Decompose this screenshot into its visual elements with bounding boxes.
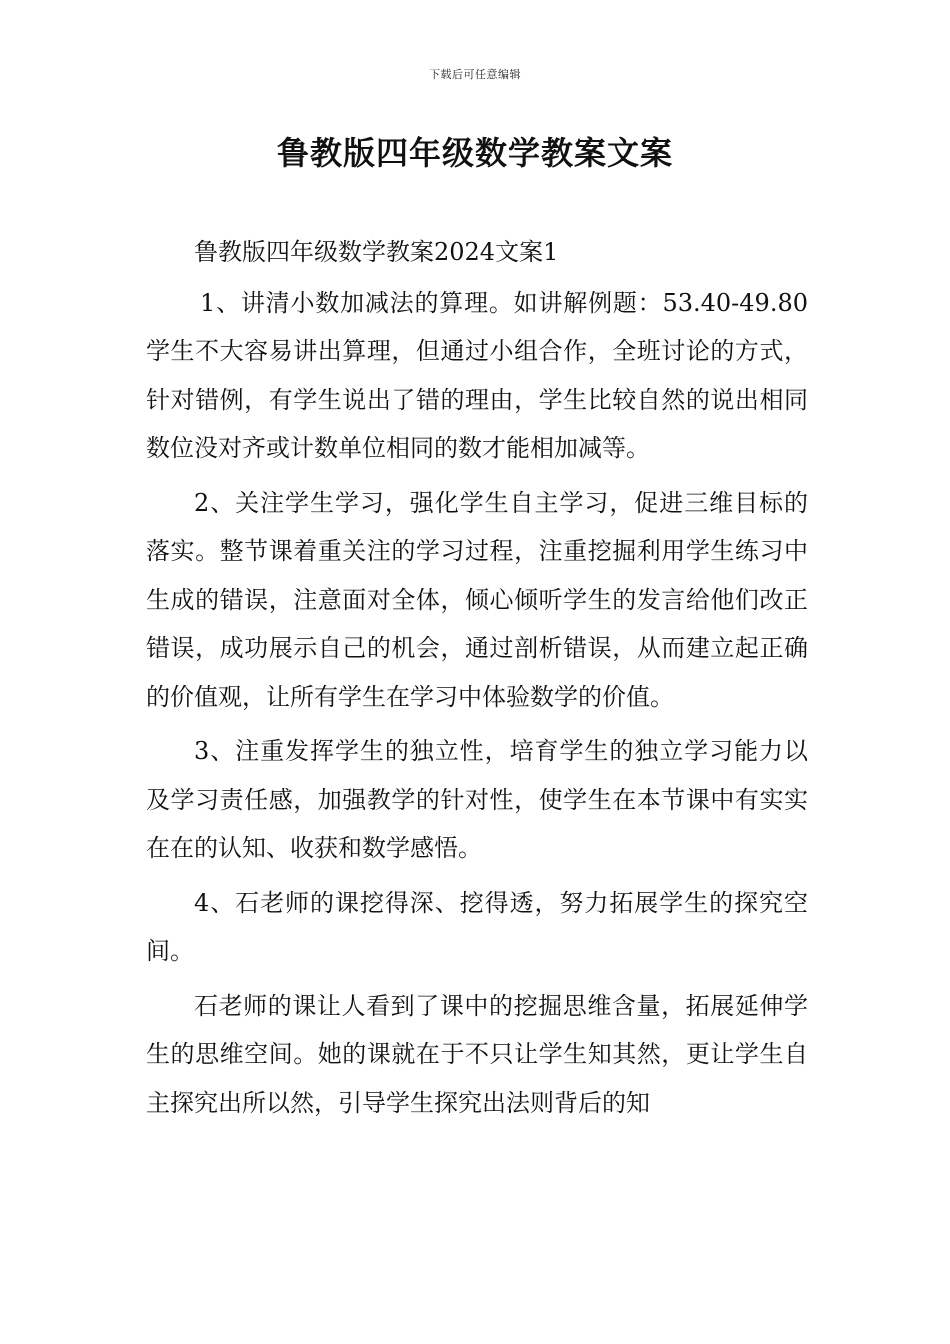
paragraph-5: 石老师的课让人看到了课中的挖掘思维含量，拓展延伸学生的思维空间。她的课就在于不只让学生知其然，更让学生自主探究出所以然，引导学生探究出法则背后的知 xyxy=(146,991,808,1117)
header-note: 下载后可任意编辑 xyxy=(429,68,521,81)
document-body xyxy=(146,228,808,1133)
paragraph-3: 3、注重发挥学生的独立性，培育学生的独立学习能力以及学习责任感，加强教学的针对性，使学生在本节课中有实实在在的认知、收获和数学感悟。 xyxy=(146,737,808,862)
section-subtitle: 鲁教版四年级数学教案2024文案1 xyxy=(194,238,559,266)
paragraph-1: 1、讲清小数加减法的算理。如讲解例题：53.40-49.80学生不大容易讲出算理，但通过小组合作，全班讨论的方式，针对错例，有学生说出了错的理由，学生比较自然的说出相同数位没对齐或计数单位相同的数才能相加减等。 xyxy=(146,288,808,462)
paragraph-2: 2、关注学生学习，强化学生自主学习，促进三维目标的落实。整节课着重关注的学习过程，注重挖掘利用学生练习中生成的错误，注意面对全体，倾心倾听学生的发言给他们改正错误，成功展示自己的机会，通过剖析错误，从而建立起正确的价值观，让所有学生在学习中体验数学的价值。 xyxy=(146,488,808,711)
document-title: 鲁教版四年级数学教案文案 xyxy=(276,134,673,172)
paragraph-4: 4、石老师的课挖得深、挖得透，努力拓展学生的探究空间。 xyxy=(146,888,808,965)
